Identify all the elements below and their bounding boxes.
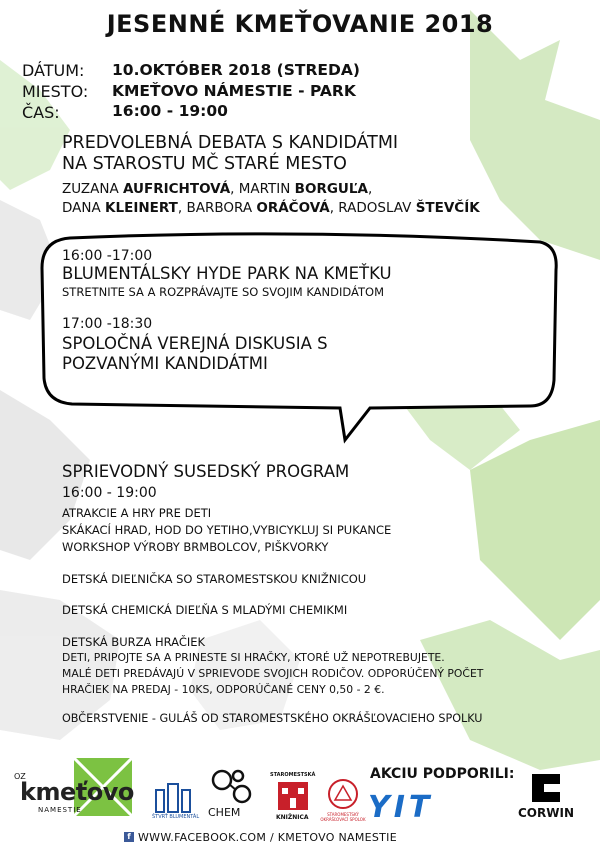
candidate-last: BORGUĽA (294, 181, 368, 197)
leaf-green-bottom-right (420, 620, 600, 770)
bubble-time-2: 17:00 -18:30 (62, 316, 153, 332)
program-line-1: ATRAKCIE A HRY PRE DETI (62, 506, 212, 520)
kniznica-top-text: STAROMESTSKÁ (270, 772, 316, 778)
support-label: AKCIU PODPORILI: (370, 766, 515, 782)
food-line: OBČERSTVENIE - GULÁŠ OD STAROMESTSKÉHO OKRÁŠĽOVACIEHO SPOLKU (62, 712, 483, 725)
program-line-2: SKÁKACÍ HRAD, HOD DO YETIHO,VYBICYKLUJ SI PUKANCE (62, 523, 392, 537)
burza-line-2: MALÉ DETI PREDÁVAJÚ V SPRIEVODE SVOJICH RODIČOV. ODPORÚČENÝ POČET (62, 667, 484, 680)
blumental-logo-graphic (152, 780, 196, 814)
spolok-logo (318, 778, 368, 826)
candidates-line-2: DANA KLEINERT, BARBORA ORÁČOVÁ, RADOSLAV ŠTEVČÍK (62, 200, 480, 216)
burza-line-1: DETI, PRIPOJTE SA A PRINESTE SI HRAČKY, KTORÉ UŽ NEPOTREBUJETE. (62, 651, 445, 664)
chem-logo (204, 768, 260, 824)
burza-title: DETSKÁ BURZA HRAČIEK (62, 635, 206, 649)
spolok-logo-graphic (327, 778, 359, 810)
yit-logo: YIT (368, 790, 434, 825)
place-label: MIESTO: (22, 82, 89, 101)
blumental-text: ŠTVRŤ BLUMENTÁL (152, 814, 200, 820)
candidate-last: ŠTEVČÍK (415, 200, 480, 216)
kmetovo-sub: NAMESTIE (38, 806, 82, 814)
program-line-5: DETSKÁ CHEMICKÁ DIEĽŇA S MLADÝMI CHEMIKMI (62, 603, 348, 617)
facebook-icon (124, 832, 134, 842)
bubble-heading-2a: SPOLOČNÁ VEREJNÁ DISKUSIA S (62, 334, 328, 353)
kmetovo-logo (14, 758, 154, 820)
kniznica-logo-graphic (276, 780, 310, 812)
candidate-last: KLEINERT (105, 200, 178, 216)
kniznica-logo (270, 772, 316, 824)
program-time: 16:00 - 19:00 (62, 485, 157, 501)
blumental-logo (152, 780, 200, 824)
candidate-first: DANA (62, 200, 101, 216)
corwin-text: CORWIN (518, 806, 574, 820)
bubble-time-1: 16:00 -17:00 (62, 248, 153, 264)
date-label: DÁTUM: (22, 61, 85, 80)
candidate-last: ORÁČOVÁ (256, 200, 330, 216)
time-value: 16:00 - 19:00 (112, 102, 228, 120)
leaf-green-top-right (470, 10, 600, 260)
candidate-first: RADOSLAV (338, 200, 412, 216)
program-heading: SPRIEVODNÝ SUSEDSKÝ PROGRAM (62, 462, 350, 481)
candidate-first: ZUZANA (62, 181, 119, 197)
candidate-last: AUFRICHTOVÁ (123, 181, 231, 197)
chem-text: CHEM (208, 806, 241, 819)
date-value: 10.OKTÓBER 2018 (STREDA) (112, 61, 360, 79)
corwin-logo (518, 774, 578, 824)
kmetovo-name: kmeťovo (20, 778, 134, 806)
bubble-heading-1: BLUMENTÁLSKY HYDE PARK NA KMEŤKU (62, 264, 392, 283)
program-line-4: DETSKÁ DIEĽNIČKA SO STAROMESTSKOU KNIŽNICOU (62, 572, 367, 586)
bubble-heading-2b: POZVANÝMI KANDIDÁTMI (62, 354, 268, 373)
facebook-icon-glyph: f (127, 832, 131, 841)
kniznica-bottom-text: KNIŽNICA (276, 814, 309, 821)
chem-logo-graphic (204, 768, 260, 808)
burza-line-3: HRAČIEK NA PREDAJ - 10KS, ODPORÚČANÉ CENY 0,50 - 2 €. (62, 683, 385, 696)
program-line-3: WORKSHOP VÝROBY BRMBOLCOV, PIŠKVORKY (62, 540, 329, 554)
corwin-logo-graphic (532, 774, 560, 802)
time-label: ČAS: (22, 103, 60, 122)
candidate-first: MARTIN (238, 181, 291, 197)
poster-title: JESENNÉ KMEŤOVANIE 2018 (106, 10, 494, 38)
candidates-line-1: ZUZANA AUFRICHTOVÁ, MARTIN BORGUĽA, (62, 181, 373, 197)
facebook-link[interactable]: WWW.FACEBOOK.COM / KMETOVO NAMESTIE (138, 831, 397, 844)
debate-line-2: NA STAROSTU MČ STARÉ MESTO (62, 154, 347, 174)
bubble-sub-1: STRETNITE SA A ROZPRÁVAJTE SO SVOJIM KANDIDÁTOM (62, 285, 385, 299)
place-value: KMEŤOVO NÁMESTIE - PARK (112, 82, 356, 100)
debate-line-1: PREDVOLEBNÁ DEBATA S KANDIDÁTMI (62, 133, 399, 153)
kmetovo-oz: OZ (14, 772, 26, 781)
spolok-text: STAROMESTSKÝ OKRÁŠĽOVACÍ SPOLOK (320, 812, 366, 822)
candidate-first: BARBORA (186, 200, 253, 216)
